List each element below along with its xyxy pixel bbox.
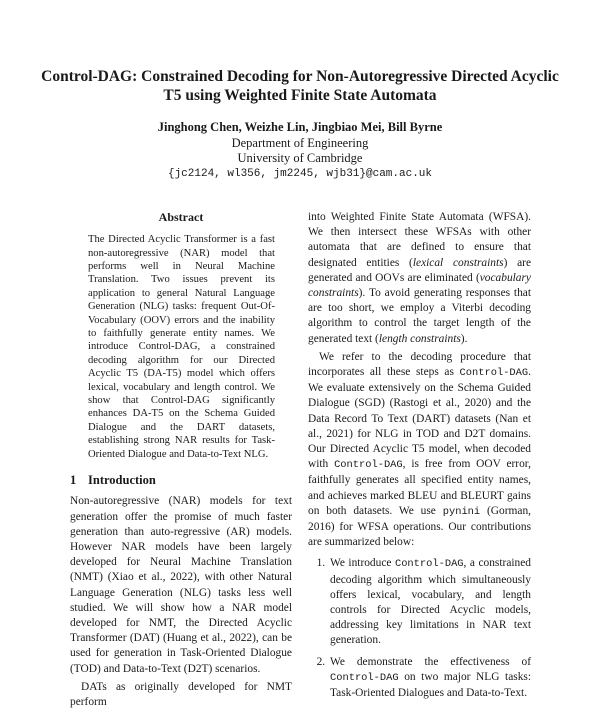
author-names: Jinghong Chen, Weizhe Lin, Jingbiao Mei, Bill Byrne <box>157 120 443 134</box>
emphasis-length-constraints: length constraints <box>378 332 461 345</box>
text-run: on two major NLG tasks: Task-Oriented Dialogues and Data-to-Text. <box>330 670 531 700</box>
text-run: ). To avoid generating responses that are too short, we employ a Viterbi decoding algorithm to control the target length of the generated text ( <box>308 287 531 345</box>
list-item <box>328 655 531 702</box>
text-run: We introduce <box>330 557 395 570</box>
right-paragraph-2 <box>308 350 531 551</box>
code-control-dag: Control-DAG <box>330 671 399 684</box>
emphasis-lexical-constraints: lexical constraints <box>412 256 504 269</box>
text-run: We refer to the decoding procedure that incorporates all these steps as <box>308 350 531 379</box>
list-item <box>328 556 531 648</box>
university: University of Cambridge <box>237 151 363 165</box>
text-run: , is free from OOV error, faithfully generates all specified entity names, and achieves marked BLEU and BLEURT gains on both datasets. We use <box>308 458 531 517</box>
section-number: 1 <box>70 473 77 488</box>
code-control-dag: Control-DAG <box>394 558 464 571</box>
right-paragraph-1 <box>308 210 531 347</box>
text-run: ). <box>460 332 468 345</box>
author-block <box>40 120 560 182</box>
paper-title: Control-DAG: Constrained Decoding for Non-Autoregressive Directed Acyclic T5 using Weighted Finite State Automata <box>41 68 559 104</box>
abstract-text: The Directed Acyclic Transformer is a fast non-autoregressive (NAR) model that performs well in Neural Machine Translation. Two issues prevent its application to general Natural Language Generation (NLG) tasks: frequent Out-Of-Vocabulary (OOV) errors and the inability to faithfully generate entity names. We introduce Control-DAG, a constrained decoding algorithm for our Directed Acyclic T5 (DA-T5) model which offers lexical, vocabulary and length control. We show that Control-DAG significantly enhances DA-T5 on the Schema Guided Dialogue and the DART datasets, establishing strong NAR results for Task-Oriented Dialogue and Data-to-Text NLG. <box>88 234 275 460</box>
text-run: (Gorman, 2016) for WFSA operations. Our contributions are summarized below: <box>308 504 531 549</box>
contributions-list <box>308 556 531 701</box>
left-column <box>70 210 292 710</box>
section-heading-introduction <box>70 473 292 488</box>
emphasis-vocabulary-constraints: vocabulary constraints <box>308 271 531 300</box>
text-run: We demonstrate the effectiveness of <box>330 655 531 668</box>
department: Department of Engineering <box>231 135 369 150</box>
text-run: , a constrained decoding algorithm which simultaneously offers lexical, vocabulary, and length controls for Directed Acyclic models, addressing key limitations in NAR text generation. <box>330 557 531 647</box>
right-column <box>308 210 531 707</box>
author-emails: {jc2124, wl356, jm2245, wjb31}@cam.ac.uk <box>167 167 433 180</box>
text-run: ) are generated and OOVs are eliminated ( <box>308 256 531 284</box>
code-control-dag: Control-DAG <box>334 459 403 472</box>
code-pynini: pynini <box>442 505 481 518</box>
text-run: into Weighted Finite State Automata (WFSA). We then intersect these WFSAs with other automata that are defined to ensure that designated entities ( <box>308 211 531 269</box>
abstract-heading: Abstract <box>158 210 204 224</box>
section-title: Introduction <box>88 473 156 488</box>
intro-paragraph-1: Non-autoregressive (NAR) models for text generation offer the promise of much faster generation than auto-regressive (AR) models. However NAR models have been largely developed for Neural Machine Translation (NMT) (Xiao et al., 2022), with other Natural Language Generation (NLG) tasks less well studied. We will show how a NAR model developed for NMT, the Directed Acyclic Transformer (DAT) (Huang et al., 2022), can be used for generation in Task-Oriented Dialogue (TOD) and Data-to-Text (D2T) scenarios. <box>70 495 292 675</box>
code-control-dag: Control-DAG <box>459 367 529 380</box>
text-run: . We evaluate extensively on the Schema Guided Dialogue (SGD) (Rastogi et al., 2020) and the Data Record To Text (DART) datasets (Nan et al., 2021) for NLG in TOD and D2T domains. Our Directed Acyclic T5 model, when decoded with <box>308 366 531 471</box>
intro-paragraph-2: DATs as originally developed for NMT perform <box>70 680 292 708</box>
